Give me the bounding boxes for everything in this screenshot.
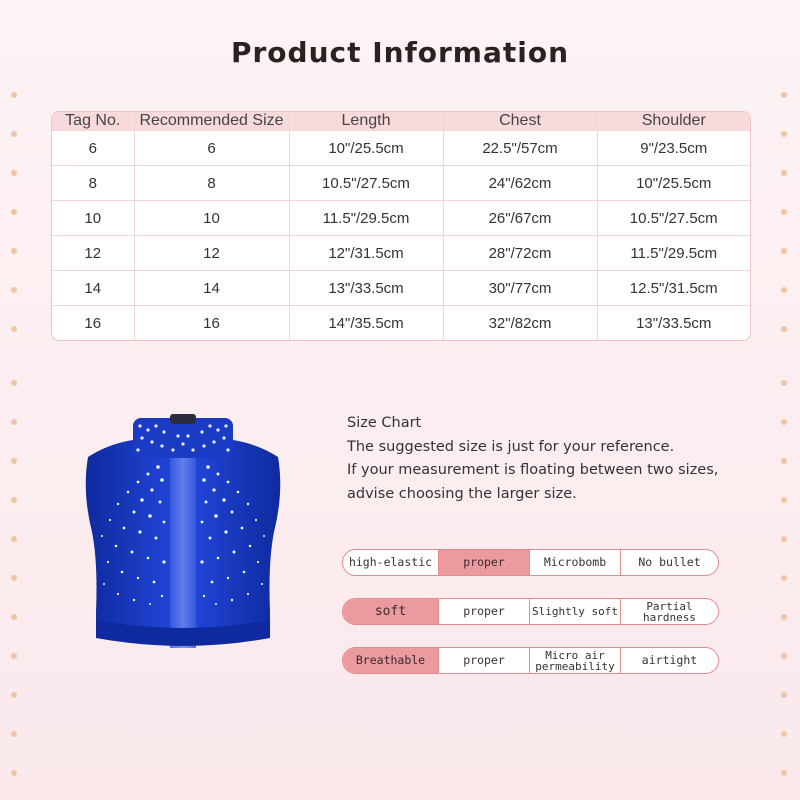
- cell-length: 10"/25.5cm: [289, 131, 443, 166]
- feature-option: Microbomb: [530, 550, 621, 575]
- decor-dot: [11, 380, 17, 386]
- decor-dot: [11, 131, 17, 137]
- table-row: [52, 271, 750, 306]
- cell-size: 14: [134, 271, 289, 306]
- cell-chest: 26"/67cm: [443, 201, 597, 236]
- description-heading: Size Chart: [347, 415, 422, 431]
- cell-size: 16: [134, 306, 289, 340]
- decor-dot: [781, 731, 787, 737]
- header-chest: Chest: [443, 112, 597, 131]
- decor-dot: [781, 770, 787, 776]
- decor-dot: [11, 614, 17, 620]
- cell-tag: 12: [52, 236, 134, 271]
- feature-breathability: [342, 647, 719, 674]
- decor-dot: [781, 497, 787, 503]
- cell-tag: 16: [52, 306, 134, 340]
- cell-shoulder: 10.5"/27.5cm: [597, 201, 750, 236]
- cell-size: 6: [134, 131, 289, 166]
- page-title: Product Information: [230, 36, 570, 69]
- decor-dot: [781, 248, 787, 254]
- cell-chest: 22.5"/57cm: [443, 131, 597, 166]
- description-line: advise choosing the larger size.: [347, 485, 577, 502]
- decor-dot: [11, 209, 17, 215]
- cell-tag: 6: [52, 131, 134, 166]
- table-row: [52, 166, 750, 201]
- decor-dot: [781, 614, 787, 620]
- feature-option: Partial hardness: [643, 599, 696, 624]
- table-row: [52, 306, 750, 340]
- table-row: [52, 236, 750, 271]
- cell-chest: 32"/82cm: [443, 306, 597, 340]
- decor-dot: [781, 287, 787, 293]
- cell-tag: 14: [52, 271, 134, 306]
- cell-chest: 28"/72cm: [443, 236, 597, 271]
- decor-dot: [11, 731, 17, 737]
- decor-dot: [11, 326, 17, 332]
- feature-elasticity: [342, 549, 719, 576]
- table-row: [52, 201, 750, 236]
- header-length: Length: [289, 112, 443, 131]
- cell-length: 11.5"/29.5cm: [289, 201, 443, 236]
- cell-chest: 30"/77cm: [443, 271, 597, 306]
- decor-dot: [781, 419, 787, 425]
- decor-dot: [11, 536, 17, 542]
- decor-dot: [781, 458, 787, 464]
- cell-length: 14"/35.5cm: [289, 306, 443, 340]
- feature-option: No bullet: [638, 555, 701, 569]
- decor-dot: [781, 653, 787, 659]
- decor-dot: [11, 770, 17, 776]
- table-header-row: [52, 112, 750, 131]
- cell-length: 13"/33.5cm: [289, 271, 443, 306]
- header-recommended-size: Recommended Size: [134, 112, 289, 131]
- decor-dot: [11, 248, 17, 254]
- cell-shoulder: 10"/25.5cm: [597, 166, 750, 201]
- cell-shoulder: 13"/33.5cm: [636, 314, 712, 332]
- size-description: [347, 412, 747, 506]
- header-tag-no: Tag No.: [52, 112, 134, 131]
- feature-softness: [342, 598, 719, 625]
- decor-dot: [781, 209, 787, 215]
- feature-option-selected: proper: [439, 550, 530, 575]
- feature-label: soft: [343, 599, 439, 624]
- feature-option: airtight: [641, 653, 698, 667]
- size-table: [51, 111, 751, 341]
- description-line: The suggested size is just for your reference.: [347, 438, 675, 455]
- decor-dot: [11, 287, 17, 293]
- cell-tag: 8: [52, 166, 134, 201]
- decor-dot: [781, 170, 787, 176]
- decor-dot: [781, 575, 787, 581]
- decor-dot: [11, 170, 17, 176]
- feature-option: Micro air permeability: [530, 648, 621, 673]
- table-row: [52, 131, 750, 166]
- decor-dot: [781, 131, 787, 137]
- cell-size: 8: [134, 166, 289, 201]
- cell-size: 10: [134, 201, 289, 236]
- decor-dot: [11, 575, 17, 581]
- cell-shoulder: 12.5"/31.5cm: [597, 271, 750, 306]
- feature-option: proper: [439, 648, 530, 673]
- decor-dot: [11, 692, 17, 698]
- decor-dot: [11, 458, 17, 464]
- decor-dot: [781, 326, 787, 332]
- cell-length: 10.5"/27.5cm: [289, 166, 443, 201]
- decor-dot: [781, 692, 787, 698]
- product-image: [78, 412, 288, 652]
- cell-shoulder: 11.5"/29.5cm: [597, 236, 750, 271]
- decor-dot: [781, 92, 787, 98]
- decor-dot: [781, 536, 787, 542]
- cell-length: 12"/31.5cm: [289, 236, 443, 271]
- header-shoulder: Shoulder: [597, 112, 750, 131]
- decor-dot: [11, 92, 17, 98]
- decor-dot: [11, 653, 17, 659]
- cell-shoulder: 9"/23.5cm: [597, 131, 750, 166]
- decor-dot: [781, 380, 787, 386]
- cell-chest: 24"/62cm: [443, 166, 597, 201]
- decor-dot: [11, 419, 17, 425]
- description-line: If your measurement is floating between two sizes,: [347, 462, 719, 478]
- cell-tag: 10: [52, 201, 134, 236]
- decor-dot: [11, 497, 17, 503]
- feature-label: high-elastic: [343, 550, 439, 575]
- feature-option: proper: [439, 599, 530, 624]
- cell-size: 12: [134, 236, 289, 271]
- feature-label: Breathable: [343, 648, 439, 673]
- feature-option: Slightly soft: [530, 599, 621, 624]
